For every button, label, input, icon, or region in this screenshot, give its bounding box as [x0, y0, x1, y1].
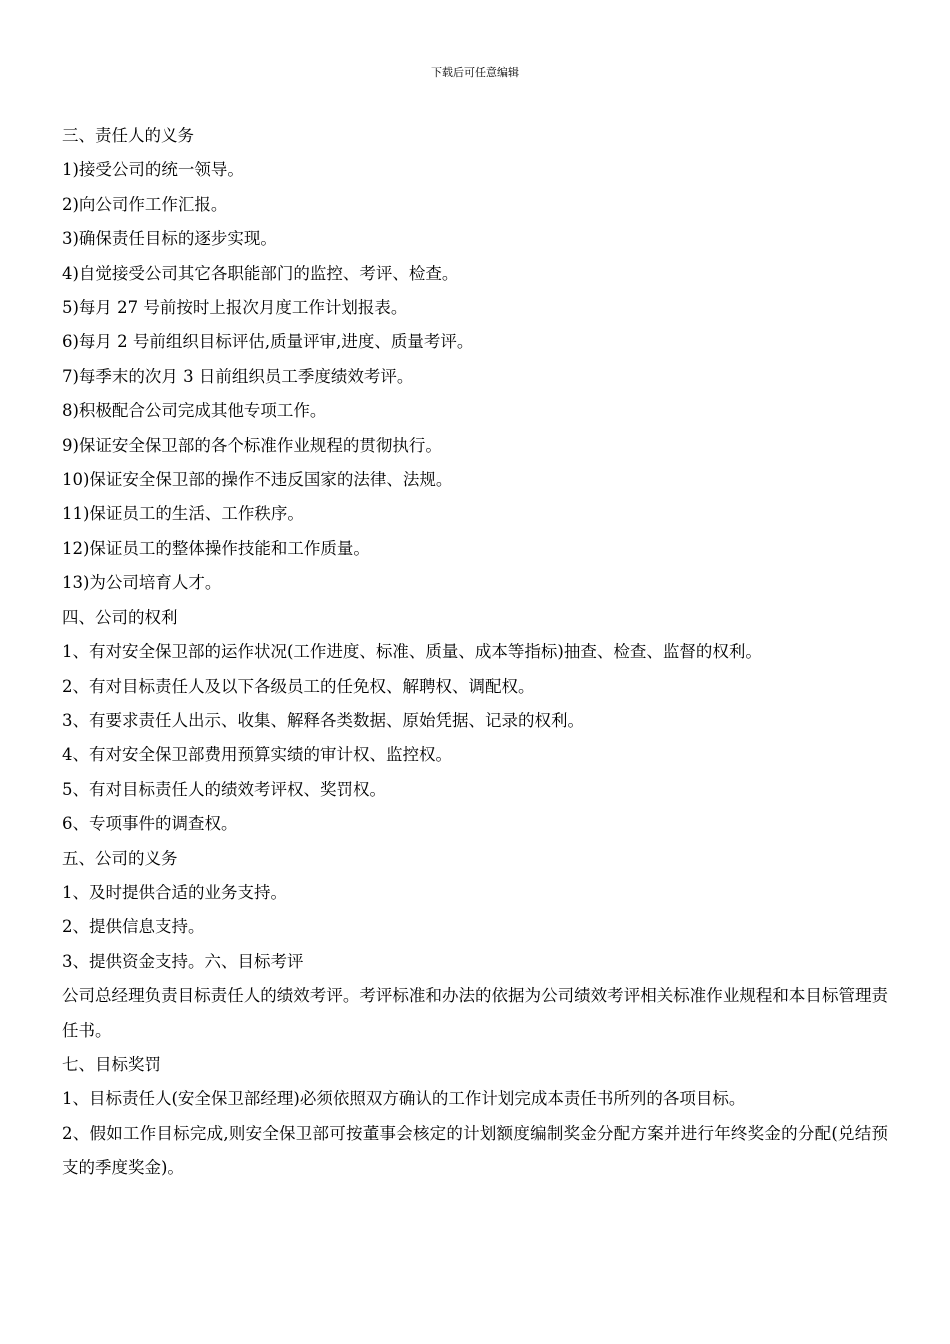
list-item: 1、目标责任人(安全保卫部经理)必须依照双方确认的工作计划完成本责任书所列的各项目标。: [62, 1089, 746, 1109]
list-item: 6)每月 2 号前组织目标评估,质量评审,进度、质量考评。: [62, 332, 474, 352]
list-item: 1)接受公司的统一领导。: [62, 160, 244, 180]
list-item: 12)保证员工的整体操作技能和工作质量。: [62, 538, 370, 558]
list-item: 9)保证安全保卫部的各个标准作业规程的贯彻执行。: [62, 435, 442, 455]
list-item: 8)积极配合公司完成其他专项工作。: [62, 401, 327, 421]
section-heading-5: 五、公司的义务: [62, 848, 178, 868]
list-item: 7)每季末的次月 3 日前组织员工季度绩效考评。: [62, 366, 414, 386]
list-item: 3)确保责任目标的逐步实现。: [62, 229, 277, 249]
list-item: 5)每月 27 号前按时上报次月度工作计划报表。: [62, 298, 408, 318]
page-header-note: 下载后可任意编辑: [431, 66, 519, 79]
list-item: 2)向公司作工作汇报。: [62, 194, 228, 214]
document-body: [62, 119, 888, 1186]
list-item: 3、提供资金支持。六、目标考评: [62, 951, 304, 971]
list-item: 3、有要求责任人出示、收集、解释各类数据、原始凭据、记录的权利。: [62, 710, 584, 730]
list-item: 2、提供信息支持。: [62, 917, 205, 937]
list-item: 2、有对目标责任人及以下各级员工的任免权、解聘权、调配权。: [62, 676, 535, 696]
list-item: 6、专项事件的调查权。: [62, 814, 238, 834]
list-item: 13)为公司培育人才。: [62, 573, 222, 593]
list-item: 2、假如工作目标完成,则安全保卫部可按董事会核定的计划额度编制奖金分配方案并进行年终奖金的分配(兑结预支的季度奖金)。: [62, 1123, 888, 1178]
section-heading-7: 七、目标奖罚: [62, 1054, 161, 1074]
section-heading-3: 三、责任人的义务: [62, 126, 194, 145]
list-item: 4)自觉接受公司其它各职能部门的监控、考评、检查。: [62, 263, 459, 283]
list-item: 1、及时提供合适的业务支持。: [62, 882, 287, 902]
list-item: 5、有对目标责任人的绩效考评权、奖罚权。: [62, 779, 386, 799]
list-item: 10)保证安全保卫部的操作不违反国家的法律、法规。: [62, 470, 453, 490]
list-item: 11)保证员工的生活、工作秩序。: [62, 504, 304, 524]
paragraph-evaluation: 公司总经理负责目标责任人的绩效考评。考评标准和办法的依据为公司绩效考评相关标准作业规程和本目标管理责任书。: [62, 986, 888, 1040]
list-item: 1、有对安全保卫部的运作状况(工作进度、标准、质量、成本等指标)抽查、检查、监督的权利。: [62, 642, 762, 662]
section-heading-4: 四、公司的权利: [62, 607, 178, 627]
list-item: 4、有对安全保卫部费用预算实绩的审计权、监控权。: [62, 745, 452, 765]
